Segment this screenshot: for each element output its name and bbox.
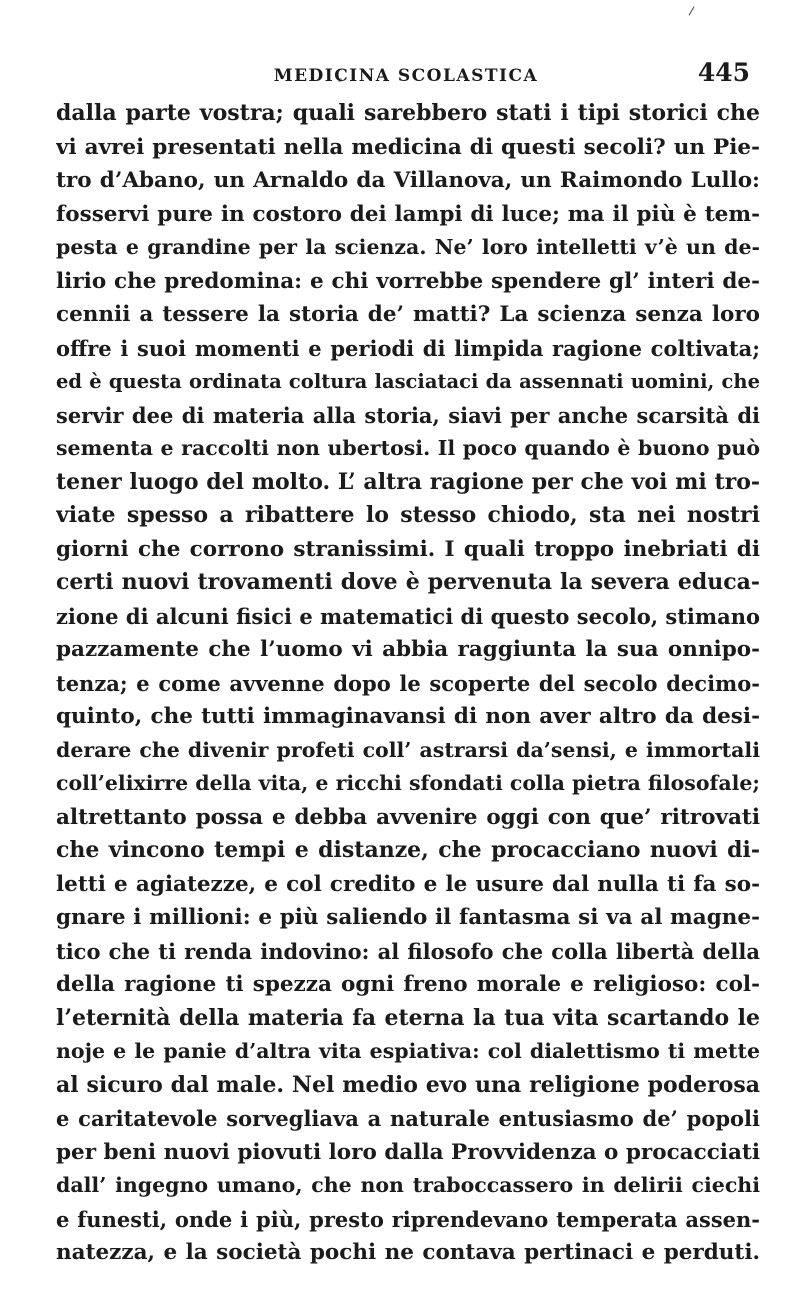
text-line: per beni nuovi piovuti loro dalla Provvidenza o procacciati [56, 1139, 760, 1165]
text-line: giorni che corrono stranissimi. I quali troppo inebriati di [56, 536, 760, 562]
text-line: viate spesso a ribattere lo stesso chiodo, sta nei nostri [56, 502, 760, 528]
running-title: MEDICINA SCOLASTICA [273, 66, 539, 86]
text-line: coll’elixirre della vita, e ricchi sfondati colla pietra filosofale; [56, 771, 760, 795]
text-line: zione di alcuni fisici e matematici di questo secolo, stimano [56, 603, 760, 629]
scan-mark [689, 6, 695, 15]
text-line: lirio che predomina: e chi vorrebbe spendere gl’ interi de- [56, 268, 760, 294]
text-line: tro d’Abano, un Arnaldo da Villanova, un Raimondo Lullo: [56, 168, 760, 193]
text-line: quinto, che tutti immaginavansi di non aver altro da desi- [56, 704, 760, 729]
text-line: sementa e raccolti non ubertosi. Il poco quando è buono può [56, 436, 760, 460]
text-line: e funesti, onde i più, presto riprendevano temperata assen- [56, 1206, 760, 1232]
text-line: servir dee di materia alla storia, siavi per anche scarsità di [56, 402, 760, 428]
text-line: della ragione ti spezza ogni freno morale e religioso: col- [56, 972, 760, 997]
text-line: ed è questa ordinata coltura lasciataci da assennati uomini, che [56, 370, 760, 393]
text-line: altrettanto possa e debba avvenire oggi con que’ ritrovati [56, 804, 760, 830]
text-line: pazzamente che l’uomo vi abbia raggiunta la sua onnipo- [56, 637, 760, 662]
page-number: 445 [697, 58, 750, 87]
text-line: gnare i millioni: e più saliendo il fantasma si va al magne- [56, 905, 760, 930]
text-line: e caritatevole sorvegliava a naturale entusiasmo de’ popoli [56, 1106, 760, 1131]
text-line: fosservi pure in costoro dei lampi di luce; ma il più è tem- [56, 201, 760, 227]
text-line: al sicuro dal male. Nel medio evo una religione poderosa [56, 1071, 760, 1098]
page-header [56, 56, 756, 96]
text-line: natezza, e la società pochi ne contava pertinaci e perduti. [56, 1240, 760, 1265]
text-line: pesta e grandine per la scienza. Ne’ loro intelletti v’è un de- [56, 235, 760, 259]
text-line: offre i suoi momenti e periodi di limpida ragione coltivata; [56, 335, 760, 361]
text-line: noje e le panie d’altra vita espiativa: col dialettismo ti mette [56, 1039, 760, 1063]
text-line: derare che divenir profeti coll’ astrarsi da’sensi, e immortali [56, 737, 760, 762]
text-line: certi nuovi trovamenti dove è pervenuta la severa educa- [56, 569, 760, 595]
text-line: vi avrei presentati nella medicina di questi secoli? un Pie- [56, 134, 760, 160]
text-line: letti e agiatezze, e col credito e le usure dal nulla ti fa so- [56, 871, 760, 897]
text-line: dalla parte vostra; quali sarebbero stati i tipi storici che [56, 100, 760, 126]
text-line: tener luogo del molto. L’ altra ragione per che voi mi tro- [56, 468, 760, 495]
body-text [56, 97, 760, 1270]
text-line: tico che ti renda indovino: al filosofo che colla libertà della [56, 938, 760, 964]
text-line: cennii a tessere la storia de’ matti? La scienza senza loro [56, 302, 760, 327]
text-line: che vincono tempi e distanze, che procacciano nuovi di- [56, 837, 760, 863]
text-line: dall’ ingegno umano, che non traboccassero in delirii ciechi [56, 1173, 760, 1197]
text-line: tenza; e come avvenne dopo le scoperte del secolo decimo- [56, 670, 760, 696]
text-line: l’eternità della materia fa eterna la tua vita scartando le [56, 1004, 760, 1031]
